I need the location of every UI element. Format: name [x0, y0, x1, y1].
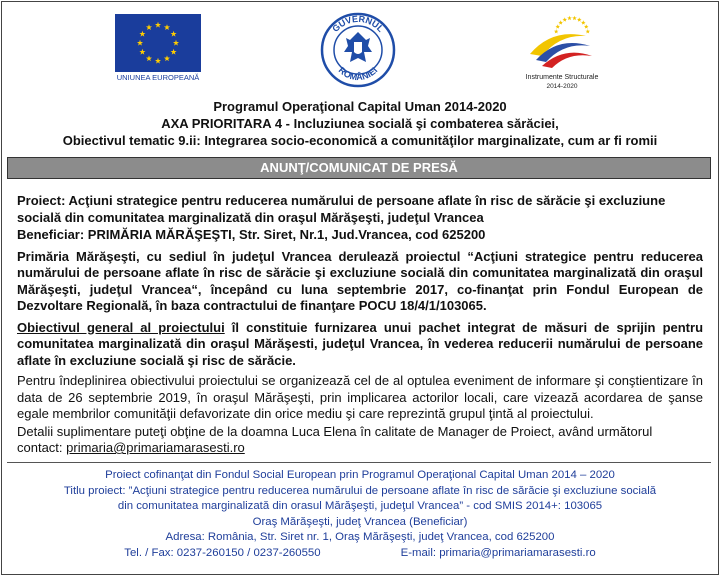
- footer-phone: Tel. / Fax: 0237-260150 / 0237-260550: [124, 546, 321, 559]
- program-name: Programul Operaţional Capital Uman 2014-2020: [213, 99, 507, 114]
- contact-label: contact:: [17, 440, 67, 455]
- objective-text: îl constituie furnizarea unui pachet integrat de măsuri de sprijin pentru comunitatea marginalizată din oraşul Mărăşesti, judeţul Vrancea, în vederea reducerii numărului de persoane aflate în excluziune socială şi risc de sărăcie.: [17, 319, 704, 368]
- project-title: Proiect: Acţiuni strategice pentru reducerea numărului de persoane aflate în risc de sărăcie şi excluziune socială din comunitatea marginalizată din oraşul Mărăşeşti, judeţul Vrancea: [17, 193, 666, 225]
- structural-star-icon: [586, 29, 591, 33]
- structural-caption: Instrumente Structurale: [525, 74, 599, 81]
- footer: [0, 468, 720, 562]
- government-logo: [320, 12, 396, 88]
- details-paragraph: [17, 424, 703, 457]
- eu-logo: [115, 14, 201, 84]
- press-release-body: [17, 193, 703, 457]
- eu-caption: UNIUNEA EUROPEANĂ: [116, 73, 200, 82]
- eu-flag-icon: [115, 14, 201, 72]
- svg-text:ROMÂNIEI: ROMÂNIEI: [336, 65, 380, 83]
- footer-title-line1: Titlu proiect: ”Acţiuni strategice pentru reducerea numărului de persoane aflate în risc de sărăcie şi excluziune socială: [63, 484, 657, 497]
- press-release-banner: [7, 157, 711, 179]
- program-title-block: [0, 98, 720, 149]
- structural-instruments-logo: [512, 10, 612, 94]
- footer-divider: [7, 462, 711, 463]
- thematic-objective: Obiectivul tematic 9.ii: Integrarea socio-economică a comunităţilor marginalizate, cum ar fi romii: [62, 133, 658, 148]
- objective-paragraph: [17, 320, 703, 370]
- svg-text:GUVERNUL: GUVERNUL: [330, 13, 386, 34]
- footer-address: Adresa: România, Str. Siret nr. 1, Oraş Mărăşeşti, judeţ Vrancea, cod 625200: [165, 531, 555, 544]
- structural-star-icon: [555, 24, 560, 28]
- event-paragraph: Pentru îndeplinirea obiectivului proiectului se organizează cel de al optulea eveniment de informare şi conştientizare în data de 26 septembrie 2019, în oraşul Mărăşeşti, prin implicarea actorilor locali, care vizează acordarea de şanse egale membrilor comunităţii defavorizate din orice mediu şi care reprezintă grupul ţintă al proiectului.: [17, 373, 703, 421]
- structural-star-icon: [577, 17, 582, 21]
- structural-star-icon: [554, 29, 559, 33]
- structural-star-icon: [572, 16, 577, 20]
- footer-title-line2: din comunitatea marginalizată din orasul Mărăşeşti, judeţul Vrancea” - cod SMIS 2014+: 103065: [117, 500, 603, 513]
- structural-years: 2014-2020: [546, 83, 578, 90]
- beneficiary: Beneficiar: PRIMĂRIA MĂRĂŞEŞTI, Str. Siret, Nr.1, Jud.Vrancea, cod 625200: [17, 227, 486, 242]
- objective-label: Obiectivul general al proiectului: [17, 319, 225, 335]
- intro-paragraph: Primăria Mărăşeşti, cu sediul în judeţul Vrancea derulează proiectul “Acţiuni strategice pentru reducerea numărului de persoane aflate în risc de sărăcie şi excluziune socială din comunitatea marginalizată din oraşul Mărăşeşti, judeţul Vrancea“, începând cu luna septembrie 2017, co-finanţat prin Fondul European de Dezvoltare Regională, în baza contractului de finanţare POCU 18/4/1/103065.: [17, 248, 703, 313]
- structural-star-icon: [581, 20, 586, 24]
- structural-star-icon: [558, 20, 563, 24]
- priority-axis: AXA PRIORITARA 4 - Incluziunea socială şi combaterea sărăciei,: [161, 116, 559, 131]
- structural-star-icon: [562, 17, 567, 21]
- banner-title: ANUNŢ/COMUNICAT DE PRESĂ: [260, 160, 458, 175]
- structural-star-icon: [567, 16, 572, 20]
- structural-star-icon: [584, 24, 589, 28]
- structural-instruments-icon: [512, 10, 612, 72]
- details-text: Detalii suplimentare puteţi obţine de la doamna Luca Elena în calitate de Manager de Proiect, având următorul: [17, 423, 653, 439]
- footer-cofinancing: Proiect cofinanţat din Fondul Social European prin Programul Operaţional Capital Uman 2014 – 2020: [105, 469, 615, 481]
- footer-beneficiary: Oraş Mărăşeşti, judeţ Vrancea (Beneficiar): [252, 515, 468, 528]
- contact-email-link[interactable]: primaria@primariamarasesti.ro: [66, 440, 245, 455]
- footer-contact-row: [0, 546, 720, 562]
- government-seal-icon: [320, 12, 396, 88]
- footer-email[interactable]: E-mail: primaria@primariamarasesti.ro: [400, 546, 596, 559]
